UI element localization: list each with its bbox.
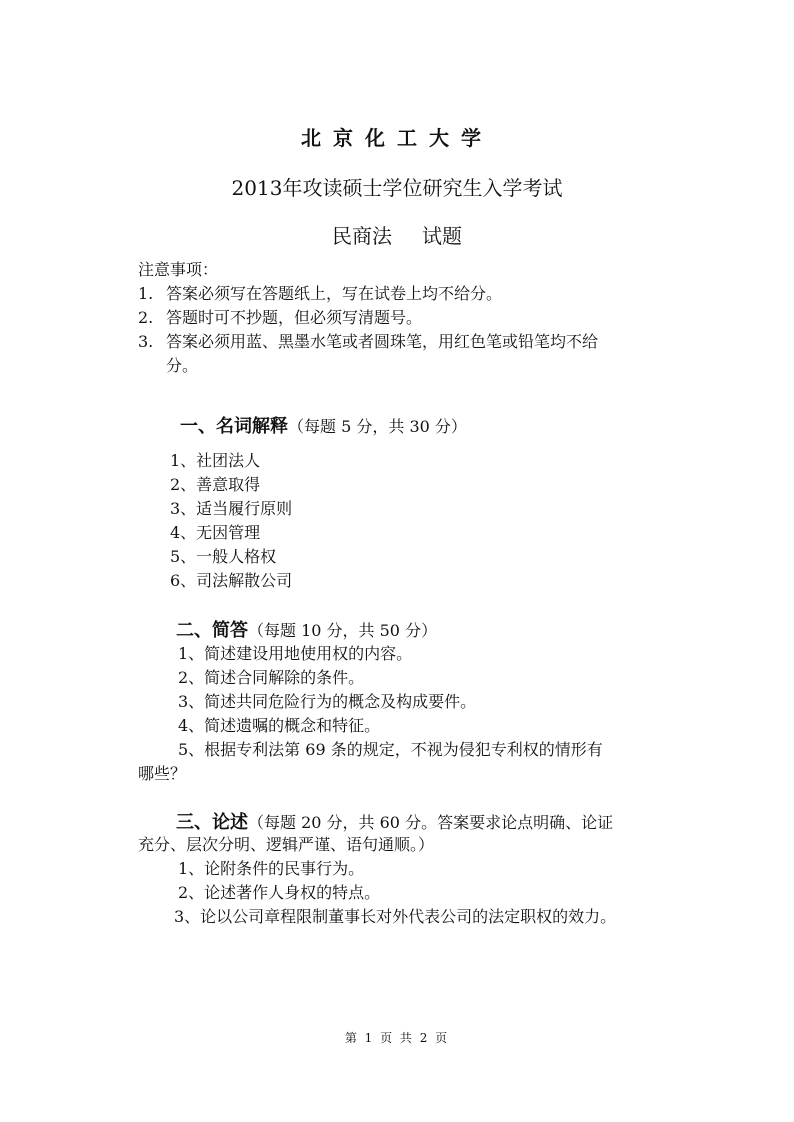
section-heading — [180, 412, 467, 438]
notice-item — [138, 282, 502, 306]
question-item: 2、善意取得 — [170, 475, 261, 494]
question-item-cont: 哪些？ — [138, 764, 187, 783]
notice-text: 答题时可不抄题，但必须写清题号。 — [166, 308, 423, 327]
question-item: 5、一般人格权 — [170, 547, 277, 566]
section-heading — [176, 808, 613, 834]
question-item: 2、简述合同解除的条件。 — [178, 668, 365, 687]
question-item: 2、论述著作人身权的特点。 — [178, 883, 381, 902]
subject-title — [0, 220, 794, 249]
notice-text: 答案必须写在答题纸上，写在试卷上均不给分。 — [166, 284, 503, 303]
section-title: 三、论述 — [176, 812, 248, 833]
notice-num: 3. — [138, 332, 154, 351]
question-item: 1、论附条件的民事行为。 — [178, 859, 365, 878]
section-scoring: （每题 10 分，共 50 分） — [248, 621, 438, 640]
section-title: 二、简答 — [176, 620, 248, 641]
question-item: 4、无因管理 — [170, 523, 261, 542]
notice-item — [138, 330, 598, 354]
notice-item-cont: 分。 — [166, 356, 199, 375]
question-item: 4、简述遗嘱的概念和特征。 — [178, 716, 381, 735]
section-title: 一、名词解释 — [180, 416, 288, 437]
section-scoring: （每题 5 分，共 30 分） — [288, 417, 467, 436]
paper-label: 试题 — [422, 224, 462, 248]
question-item: 3、论以公司章程限制董事长对外代表公司的法定职权的效力。 — [174, 907, 617, 926]
exam-title: 2013年攻读硕士学位研究生入学考试 — [231, 176, 563, 200]
subject-name: 民商法 — [332, 224, 392, 248]
section-heading — [176, 616, 437, 642]
question-item: 1、社团法人 — [170, 451, 261, 470]
notice-label: 注意事项： — [138, 260, 219, 279]
question-item: 3、简述共同危险行为的概念及构成要件。 — [178, 692, 477, 711]
university-name: 北京化工大学 — [301, 126, 493, 150]
question-item: 6、司法解散公司 — [170, 571, 293, 590]
question-item: 5、根据专利法第 69 条的规定，不视为侵犯专利权的情形有 — [178, 740, 603, 759]
notice-num: 2. — [138, 308, 154, 327]
notice-item — [138, 306, 422, 330]
notice-num: 1. — [138, 284, 154, 303]
section-scoring-cont: 充分、层次分明、逻辑严谨、语句通顺。） — [138, 835, 435, 854]
page-footer: 第 1 页 共 2 页 — [344, 1031, 450, 1045]
section-scoring: （每题 20 分，共 60 分。答案要求论点明确、论证 — [248, 813, 614, 832]
question-item: 3、适当履行原则 — [170, 499, 293, 518]
question-item: 1、简述建设用地使用权的内容。 — [178, 644, 413, 663]
notice-text: 答案必须用蓝、黑墨水笔或者圆珠笔，用红色笔或铅笔均不给 — [166, 332, 599, 351]
